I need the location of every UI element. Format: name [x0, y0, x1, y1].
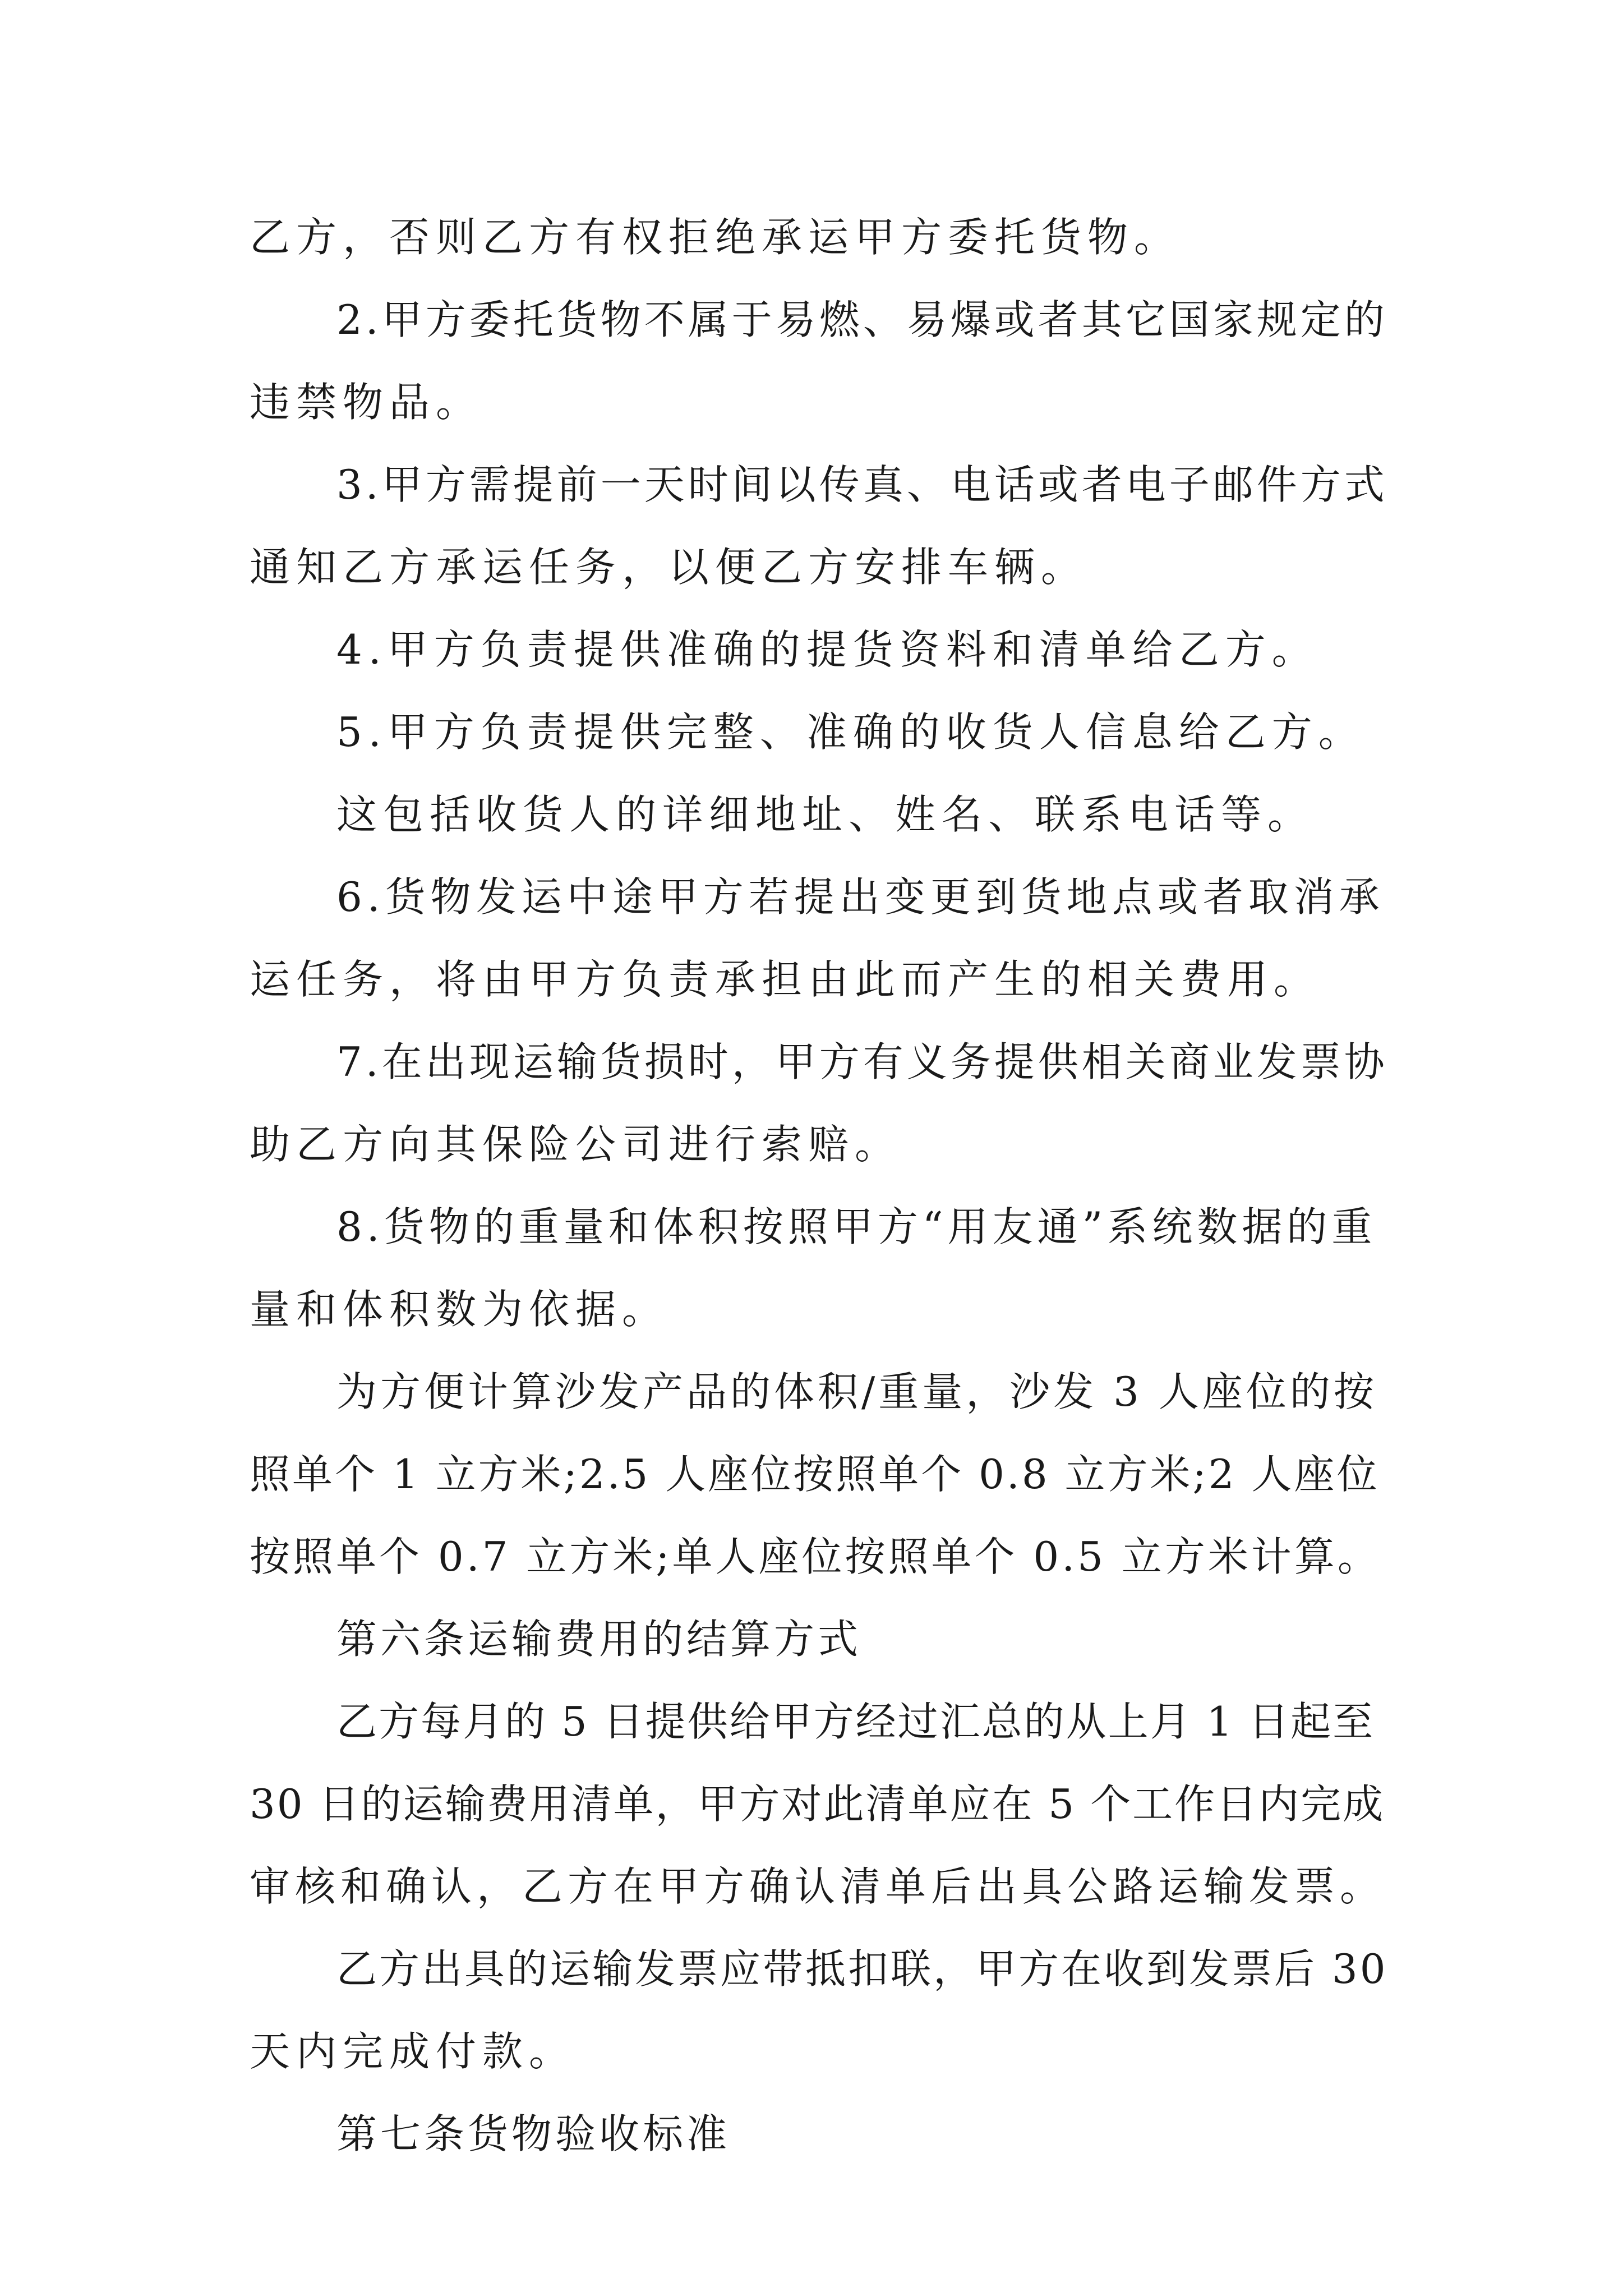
text-line-12: 助乙方向其保险公司进行索赔。 [250, 1121, 902, 1168]
text-line-6: 4.甲方负责提供准确的提货资料和清单给乙方。 [336, 626, 1318, 673]
text-line-13: 8.货物的重量和体积按照甲方“用友通”系统数据的重 [336, 1203, 1377, 1250]
text-line-23: 天内完成付款。 [250, 2028, 576, 2075]
text-line-16: 照单个 1 立方米;2.5 人座位按照单个 0.8 立方米;2 人座位 [250, 1451, 1380, 1498]
text-line-14: 量和体积数为依据。 [250, 1286, 669, 1333]
text-line-4: 3.甲方需提前一天时间以传真、电话或者电子邮件方式 [336, 461, 1388, 508]
text-line-15: 为方便计算沙发产品的体积/重量，沙发 3 人座位的按 [336, 1368, 1377, 1415]
text-line-1: 乙方，否则乙方有权拒绝承运甲方委托货物。 [250, 214, 1181, 261]
section-heading-article-6: 第六条运输费用的结算方式 [336, 1616, 862, 1663]
text-line-22: 乙方出具的运输发票应带抵扣联，甲方在收到发票后 30 [336, 1945, 1388, 1993]
text-line-11: 7.在出现运输货损时，甲方有义务提供相关商业发票协 [336, 1038, 1388, 1085]
text-line-5: 通知乙方承运任务，以便乙方安排车辆。 [250, 544, 1088, 591]
text-line-10: 运任务，将由甲方负责承担由此而产生的相关费用。 [250, 956, 1321, 1003]
section-heading-article-7: 第七条货物验收标准 [336, 2110, 731, 2157]
text-line-7: 5.甲方负责提供完整、准确的收货人信息给乙方。 [336, 708, 1365, 756]
text-line-20: 30 日的运输费用清单，甲方对此清单应在 5 个工作日内完成 [250, 1780, 1385, 1828]
text-line-17: 按照单个 0.7 立方米;单人座位按照单个 0.5 立方米计算。 [250, 1533, 1381, 1580]
document-page [250, 196, 1388, 2175]
text-line-3: 违禁物品。 [250, 379, 483, 426]
text-line-2: 2.甲方委托货物不属于易燃、易爆或者其它国家规定的 [336, 296, 1388, 343]
text-line-21: 审核和确认，乙方在甲方确认清单后出具公路运输发票。 [250, 1863, 1386, 1910]
text-line-19: 乙方每月的 5 日提供给甲方经过汇总的从上月 1 日起至 [336, 1698, 1375, 1745]
text-line-9: 6.货物发运中途甲方若提出变更到货地点或者取消承 [336, 873, 1385, 921]
text-line-8: 这包括收货人的详细地址、姓名、联系电话等。 [336, 791, 1315, 838]
